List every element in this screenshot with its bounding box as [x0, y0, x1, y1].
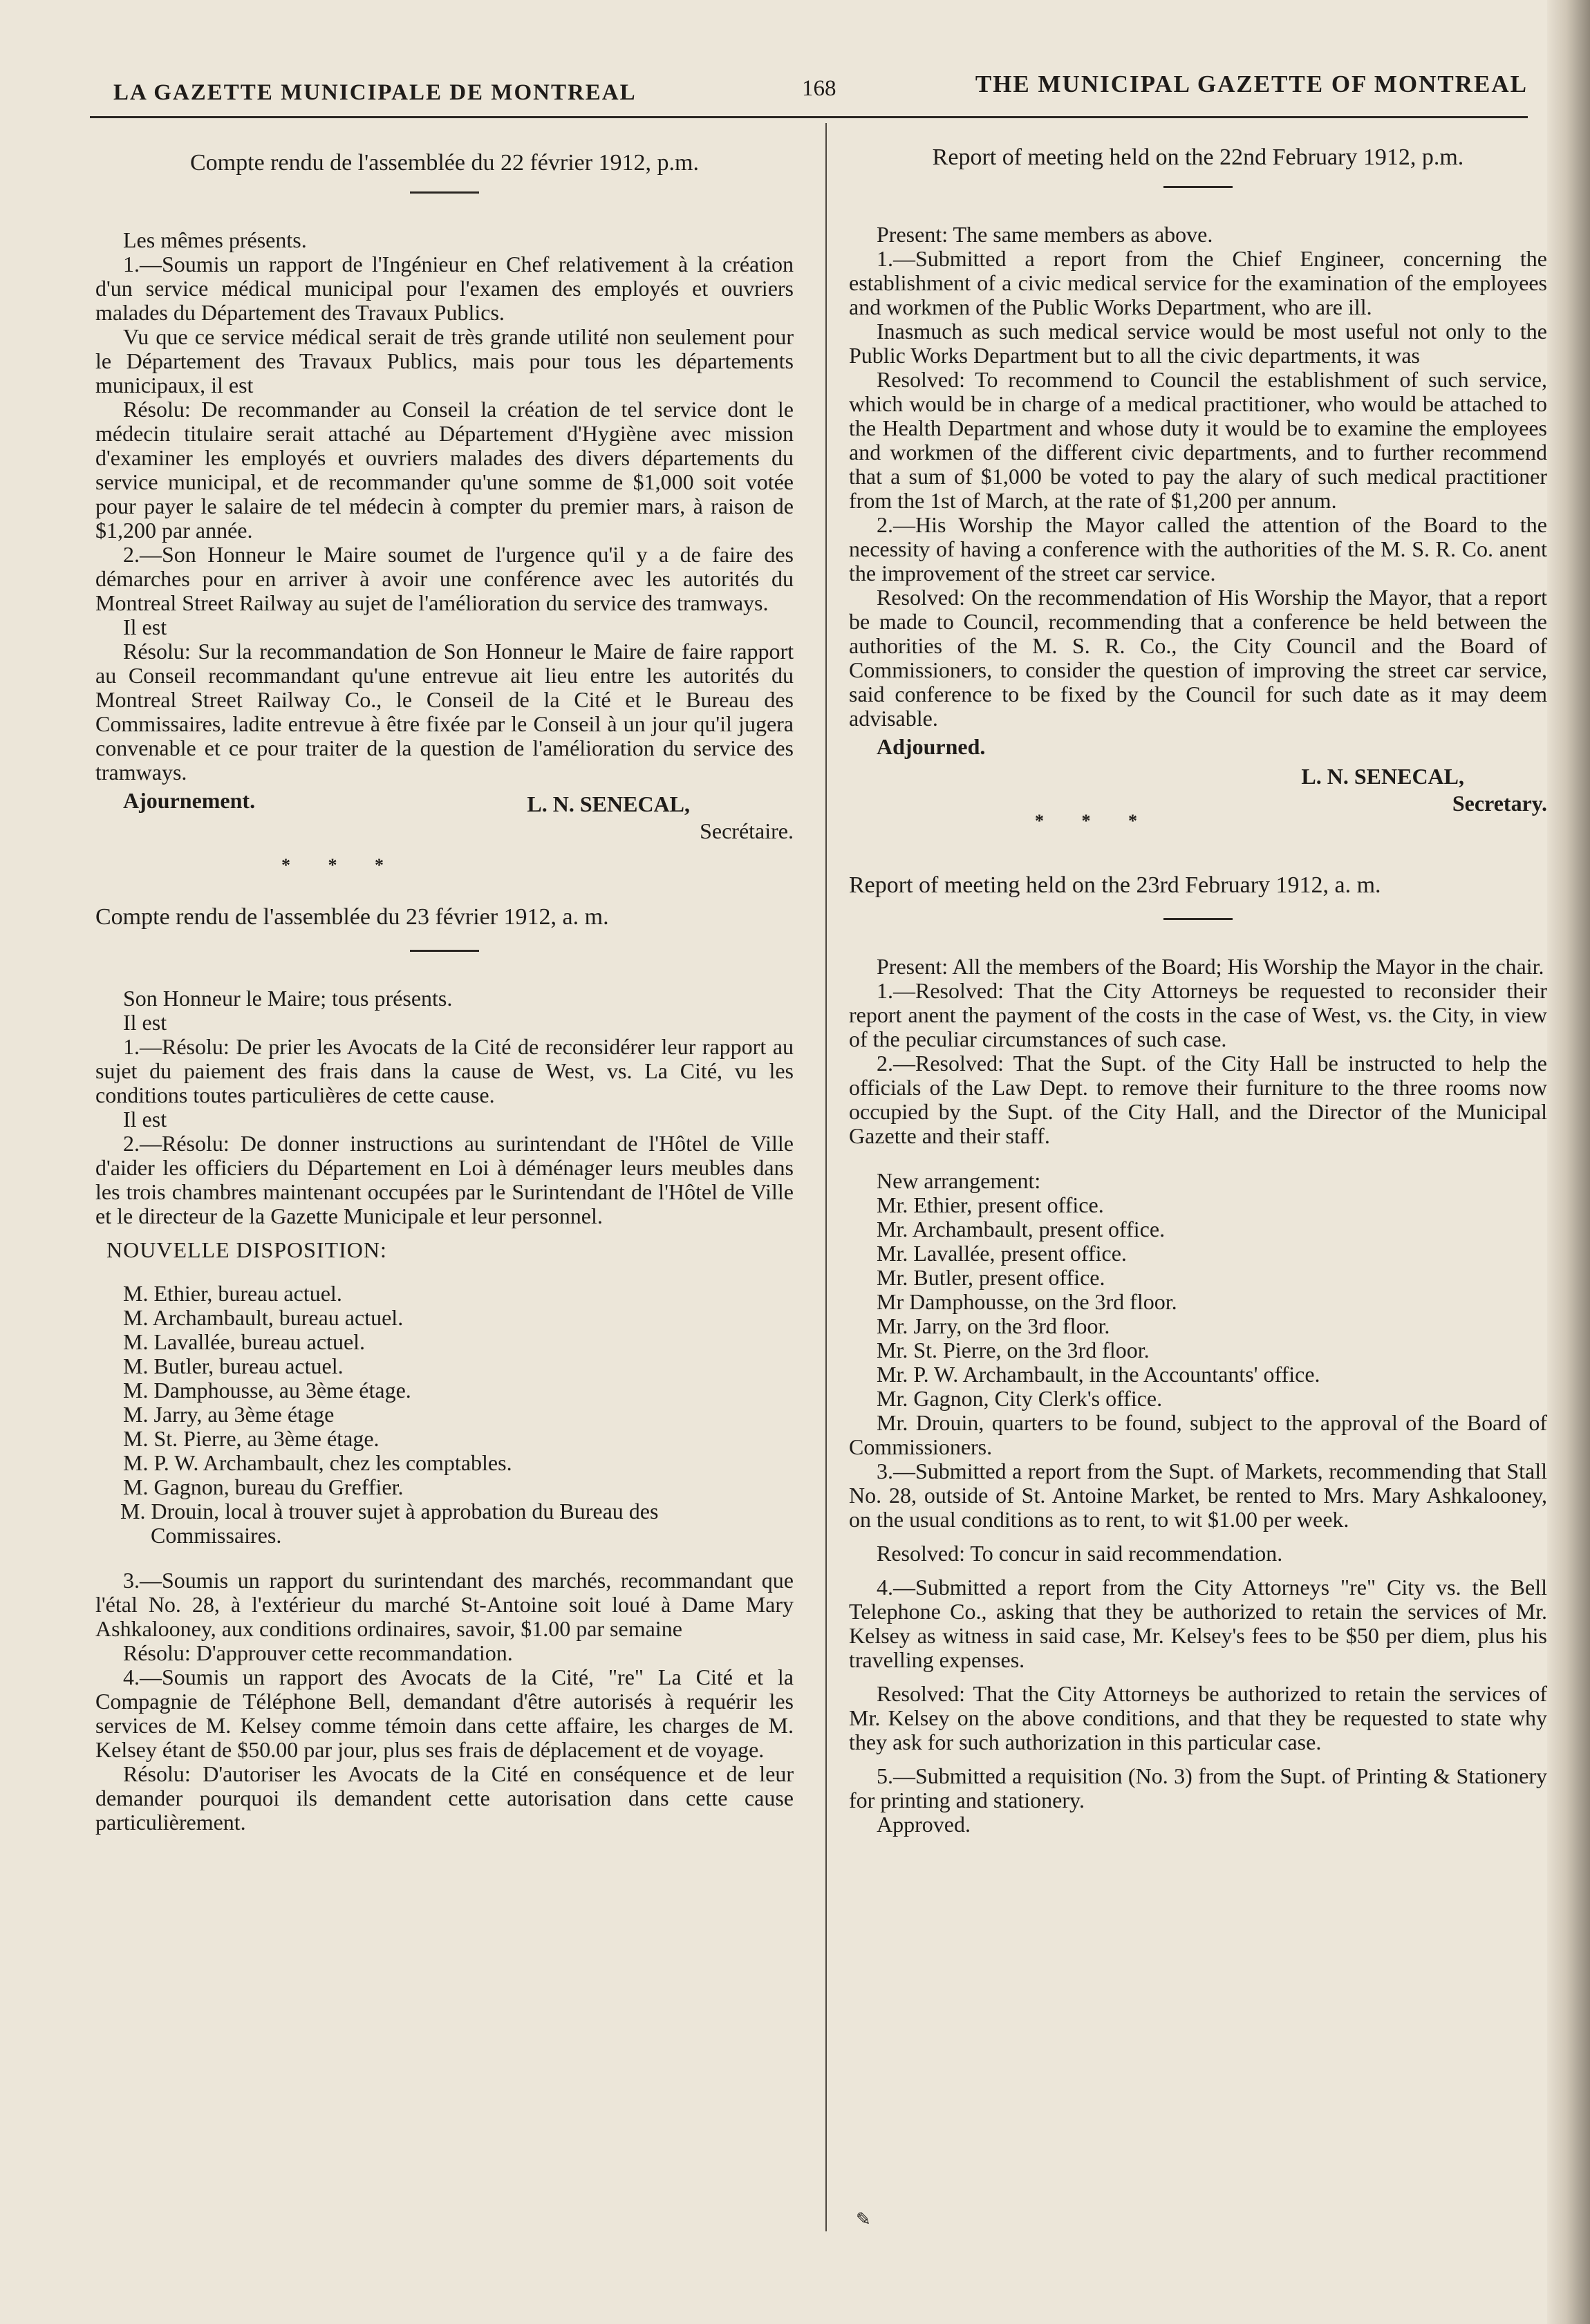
- arrangement-item: M. Ethier, bureau actuel.: [123, 1281, 342, 1306]
- arrangement-item: M. P. W. Archambault, chez les comptables.: [123, 1450, 512, 1475]
- section-rule: [1163, 186, 1233, 188]
- section-rule: [1163, 918, 1233, 920]
- page-number: 168: [802, 76, 836, 101]
- header-english-title: THE MUNICIPAL GAZETTE OF MONTREAL: [975, 71, 1528, 97]
- paragraph: Il est: [123, 615, 167, 639]
- paragraph: Present: All the members of the Board; His Worship the Mayor in the chair.: [877, 954, 1544, 979]
- adjourned-label: Ajournement.: [123, 788, 256, 813]
- paragraph: Il est: [123, 1107, 167, 1132]
- signature-title: Secretary.: [1452, 791, 1547, 816]
- arrangement-item: Mr. P. W. Archambault, in the Accountants' office.: [877, 1362, 1320, 1387]
- paragraph: Resolved: That the City Attorneys be authorized to retain the services of Mr. Kelsey on the above conditions, and that they be requested to state why they ask for such authorization in this particular case.: [849, 1681, 1547, 1754]
- paragraph: Present: The same members as above.: [877, 222, 1213, 247]
- header-rule: [90, 116, 1528, 118]
- arrangement-item: Mr Damphousse, on the 3rd floor.: [877, 1289, 1177, 1314]
- arrangement-item: Mr. Ethier, present office.: [877, 1192, 1104, 1217]
- arrangement-item: M. Lavallée, bureau actuel.: [123, 1329, 366, 1354]
- paragraph: Résolu: D'approuver cette recommandation.: [123, 1640, 513, 1665]
- page-header: [111, 69, 1528, 119]
- arrangement-item: Mr. Archambault, present office.: [877, 1217, 1166, 1241]
- paragraph: 3.—Submitted a report from the Supt. of Markets, recommending that Stall No. 28, outside of St. Antoine Market, be rented to Mrs. Mary Ashkalooney, on the usual conditions as to rent, to wit $1.00 per week.: [849, 1459, 1547, 1532]
- paragraph: Resolved: On the recommendation of His Worship the Mayor, that a report be made to Council, recommending that a conference be held between the authorities of the M. S. R. Co., the City Council and the Board of Commissioners, to consider the question of improving the street car service, said conference to be fixed by the Council for such date as it may deem advisable.: [849, 585, 1547, 731]
- arrangement-item: Mr. Gagnon, City Clerk's office.: [877, 1386, 1163, 1411]
- section-rule: [410, 191, 479, 194]
- signature-title: Secrétaire.: [700, 818, 794, 843]
- arrangement-item: M. Butler, bureau actuel.: [123, 1353, 344, 1378]
- paragraph: Résolu: Sur la recommandation de Son Honneur le Maire de faire rapport au Conseil recommandant qu'une entrevue ait lieu entre les autorités du Montreal Street Railway Co., le Conseil de la Cité et le Bureau des Commissaires, ladite entrevue à être fixée par le Conseil à un jour qu'il jugera convenable et ce pour traiter de la question de l'amélioration du service des tramways.: [95, 639, 794, 785]
- signature-name: L. N. SENECAL,: [527, 791, 690, 816]
- paragraph: 4.—Submitted a report from the City Attorneys "re" City vs. the Bell Telephone Co., asking that they be authorized to retain the services of Mr. Kelsey as witness in said case, Mr. Kelsey's fees to be $50 per diem, plus his travelling expenses.: [849, 1575, 1547, 1672]
- paragraph: 1.—Resolved: That the City Attorneys be requested to reconsider their report anent the payment of the costs in the case of West, vs. the City, in view of the peculiar circumstances of such case.: [849, 978, 1547, 1051]
- paragraph: 2.—Resolved: That the Supt. of the City Hall be instructed to help the officials of the Law Dept. to remove their furniture to the three rooms now occupied by the Supt. of the City Hall, and the Director of the Municipal Gazette and their staff.: [849, 1051, 1547, 1148]
- arrangement-item: M. Gagnon, bureau du Greffier.: [123, 1474, 404, 1499]
- paragraph: Résolu: D'autoriser les Avocats de la Cité en conséquence et de leur demander pourquoi ils demandent cette autorisation dans cette cause particulièrement.: [95, 1761, 794, 1835]
- arrangement-item: Mr. Lavallée, present office.: [877, 1241, 1127, 1266]
- section-stars: * * *: [281, 855, 400, 875]
- arrangement-item: Mr. Butler, present office.: [877, 1265, 1105, 1290]
- paragraph: 5.—Submitted a requisition (No. 3) from the Supt. of Printing & Stationery for printing and stationery.: [849, 1763, 1547, 1812]
- english-column: [849, 145, 1547, 1837]
- arrangement-item: M. St. Pierre, au 3ème étage.: [123, 1426, 380, 1451]
- arrangement-item: M. Jarry, au 3ème étage: [123, 1402, 335, 1427]
- approved-label: Approved.: [877, 1812, 971, 1837]
- paragraph: 2.—Son Honneur le Maire soumet de l'urgence qu'il y a de faire des démarches pour en arriver à avoir une conférence avec les autorités du Montreal Street Railway au sujet de l'amélioration du service des tramways.: [95, 542, 794, 615]
- paragraph: 2.—His Worship the Mayor called the attention of the Board to the necessity of having a conference with the authorities of the M. S. R. Co. anent the improvement of the street car service.: [849, 512, 1547, 585]
- column-divider: [825, 123, 827, 2231]
- paragraph: 1.—Submitted a report from the Chief Engineer, concerning the establishment of a civic medical service for the examination of the employees and workmen of the Public Works Department, who are ill.: [849, 246, 1547, 319]
- paragraph: Résolu: De recommander au Conseil la création de tel service dont le médecin titulaire serait attaché au Département d'Hygiène avec mission d'examiner les employés et ouvriers malades des divers départements du service municipal, et de recommander qu'une somme de $1,000 soit votée pour payer le salaire de tel médecin à compter du premier mars, à raison de $1,200 par année.: [95, 397, 794, 543]
- header-french-title: LA GAZETTE MUNICIPALE DE MONTREAL: [113, 80, 637, 105]
- adjourned-label: Adjourned.: [877, 734, 986, 759]
- paragraph: Vu que ce service médical serait de très grande utilité non seulement pour le Département des Travaux Publics, mais pour tous les départements municipaux, il est: [95, 324, 794, 397]
- paragraph: Son Honneur le Maire; tous présents.: [123, 986, 453, 1011]
- print-mark-icon: ✎: [856, 2209, 871, 2230]
- new-arrangement-heading: New arrangement:: [877, 1168, 1041, 1193]
- paragraph: Il est: [123, 1010, 167, 1035]
- english-meeting1-title: Report of meeting held on the 22nd February 1912, p.m.: [932, 144, 1464, 170]
- paragraph: Resolved: To concur in said recommendation.: [877, 1541, 1283, 1566]
- arrangement-item: Mr. Jarry, on the 3rd floor.: [877, 1313, 1110, 1338]
- arrangement-item: M. Drouin, local à trouver sujet à approbation du Bureau des Commissaires.: [120, 1499, 659, 1548]
- arrangement-item: Mr. St. Pierre, on the 3rd floor.: [877, 1338, 1150, 1362]
- paragraph: Les mêmes présents.: [123, 227, 307, 252]
- paragraph: Mr. Drouin, quarters to be found, subject to the approval of the Board of Commissioners.: [849, 1410, 1547, 1459]
- new-arrangement-heading: NOUVELLE DISPOSITION:: [106, 1237, 387, 1262]
- paragraph: 2.—Résolu: De donner instructions au surintendant de l'Hôtel de Ville d'aider les officiers du Département en Loi à déménager leurs meubles dans les trois chambres maintenant occupées par le Surintendant de l'Hôtel de Ville et le directeur de la Gazette Municipale et leur personnel.: [95, 1131, 794, 1228]
- page-edge: [1547, 0, 1590, 2324]
- french-meeting1-title: Compte rendu de l'assemblée du 22 février 1912, p.m.: [190, 150, 699, 176]
- section-rule: [410, 950, 479, 952]
- paragraph: 1.—Résolu: De prier les Avocats de la Cité de reconsidérer leur rapport au sujet du paiement des frais dans la cause de West, vs. La Cité, vu les conditions toutes particulières de cette cause.: [95, 1034, 794, 1107]
- arrangement-item: M. Damphousse, au 3ème étage.: [123, 1378, 411, 1403]
- paragraph: Inasmuch as such medical service would be most useful not only to the Public Works Department but to all the civic departments, it was: [849, 319, 1547, 368]
- section-stars: * * *: [1035, 811, 1154, 831]
- paragraph: 4.—Soumis un rapport des Avocats de la Cité, "re" La Cité et la Compagnie de Téléphone Bell, demandant d'être autorisés à requérir les services de M. Kelsey comme témoin dans cette affaire, les charges de M. Kelsey étant de $50.00 par jour, plus ses frais de déplacement et de voyage.: [95, 1665, 794, 1762]
- signature-name: L. N. SENECAL,: [1301, 764, 1464, 789]
- paragraph: 3.—Soumis un rapport du surintendant des marchés, recommandant que l'étal No. 28, à l'extérieur du marché St-Antoine soit loué à Dame Mary Ashkalooney, aux conditions ordinaires, savoir, $1.00 par semaine: [95, 1568, 794, 1641]
- paragraph: 1.—Soumis un rapport de l'Ingénieur en Chef relativement à la création d'un service médical municipal pour l'examen des employés et ouvriers malades du Département des Travaux Publics.: [95, 252, 794, 325]
- french-meeting2-title: Compte rendu de l'assemblée du 23 février 1912, a. m.: [95, 904, 609, 930]
- english-meeting2-title: Report of meeting held on the 23rd February 1912, a. m.: [849, 872, 1381, 898]
- french-column: [95, 145, 794, 1835]
- paragraph: Resolved: To recommend to Council the establishment of such service, which would be in charge of a medical practitioner, who would be attached to the Health Department and whose duty it would be to examine the employees and workmen of the different civic departments, and to further recommend that a sum of $1,000 be voted to pay the alary of such medical practitioner from the 1st of March, at the rate of $1,200 per annum.: [849, 367, 1547, 513]
- arrangement-item: M. Archambault, bureau actuel.: [123, 1305, 404, 1330]
